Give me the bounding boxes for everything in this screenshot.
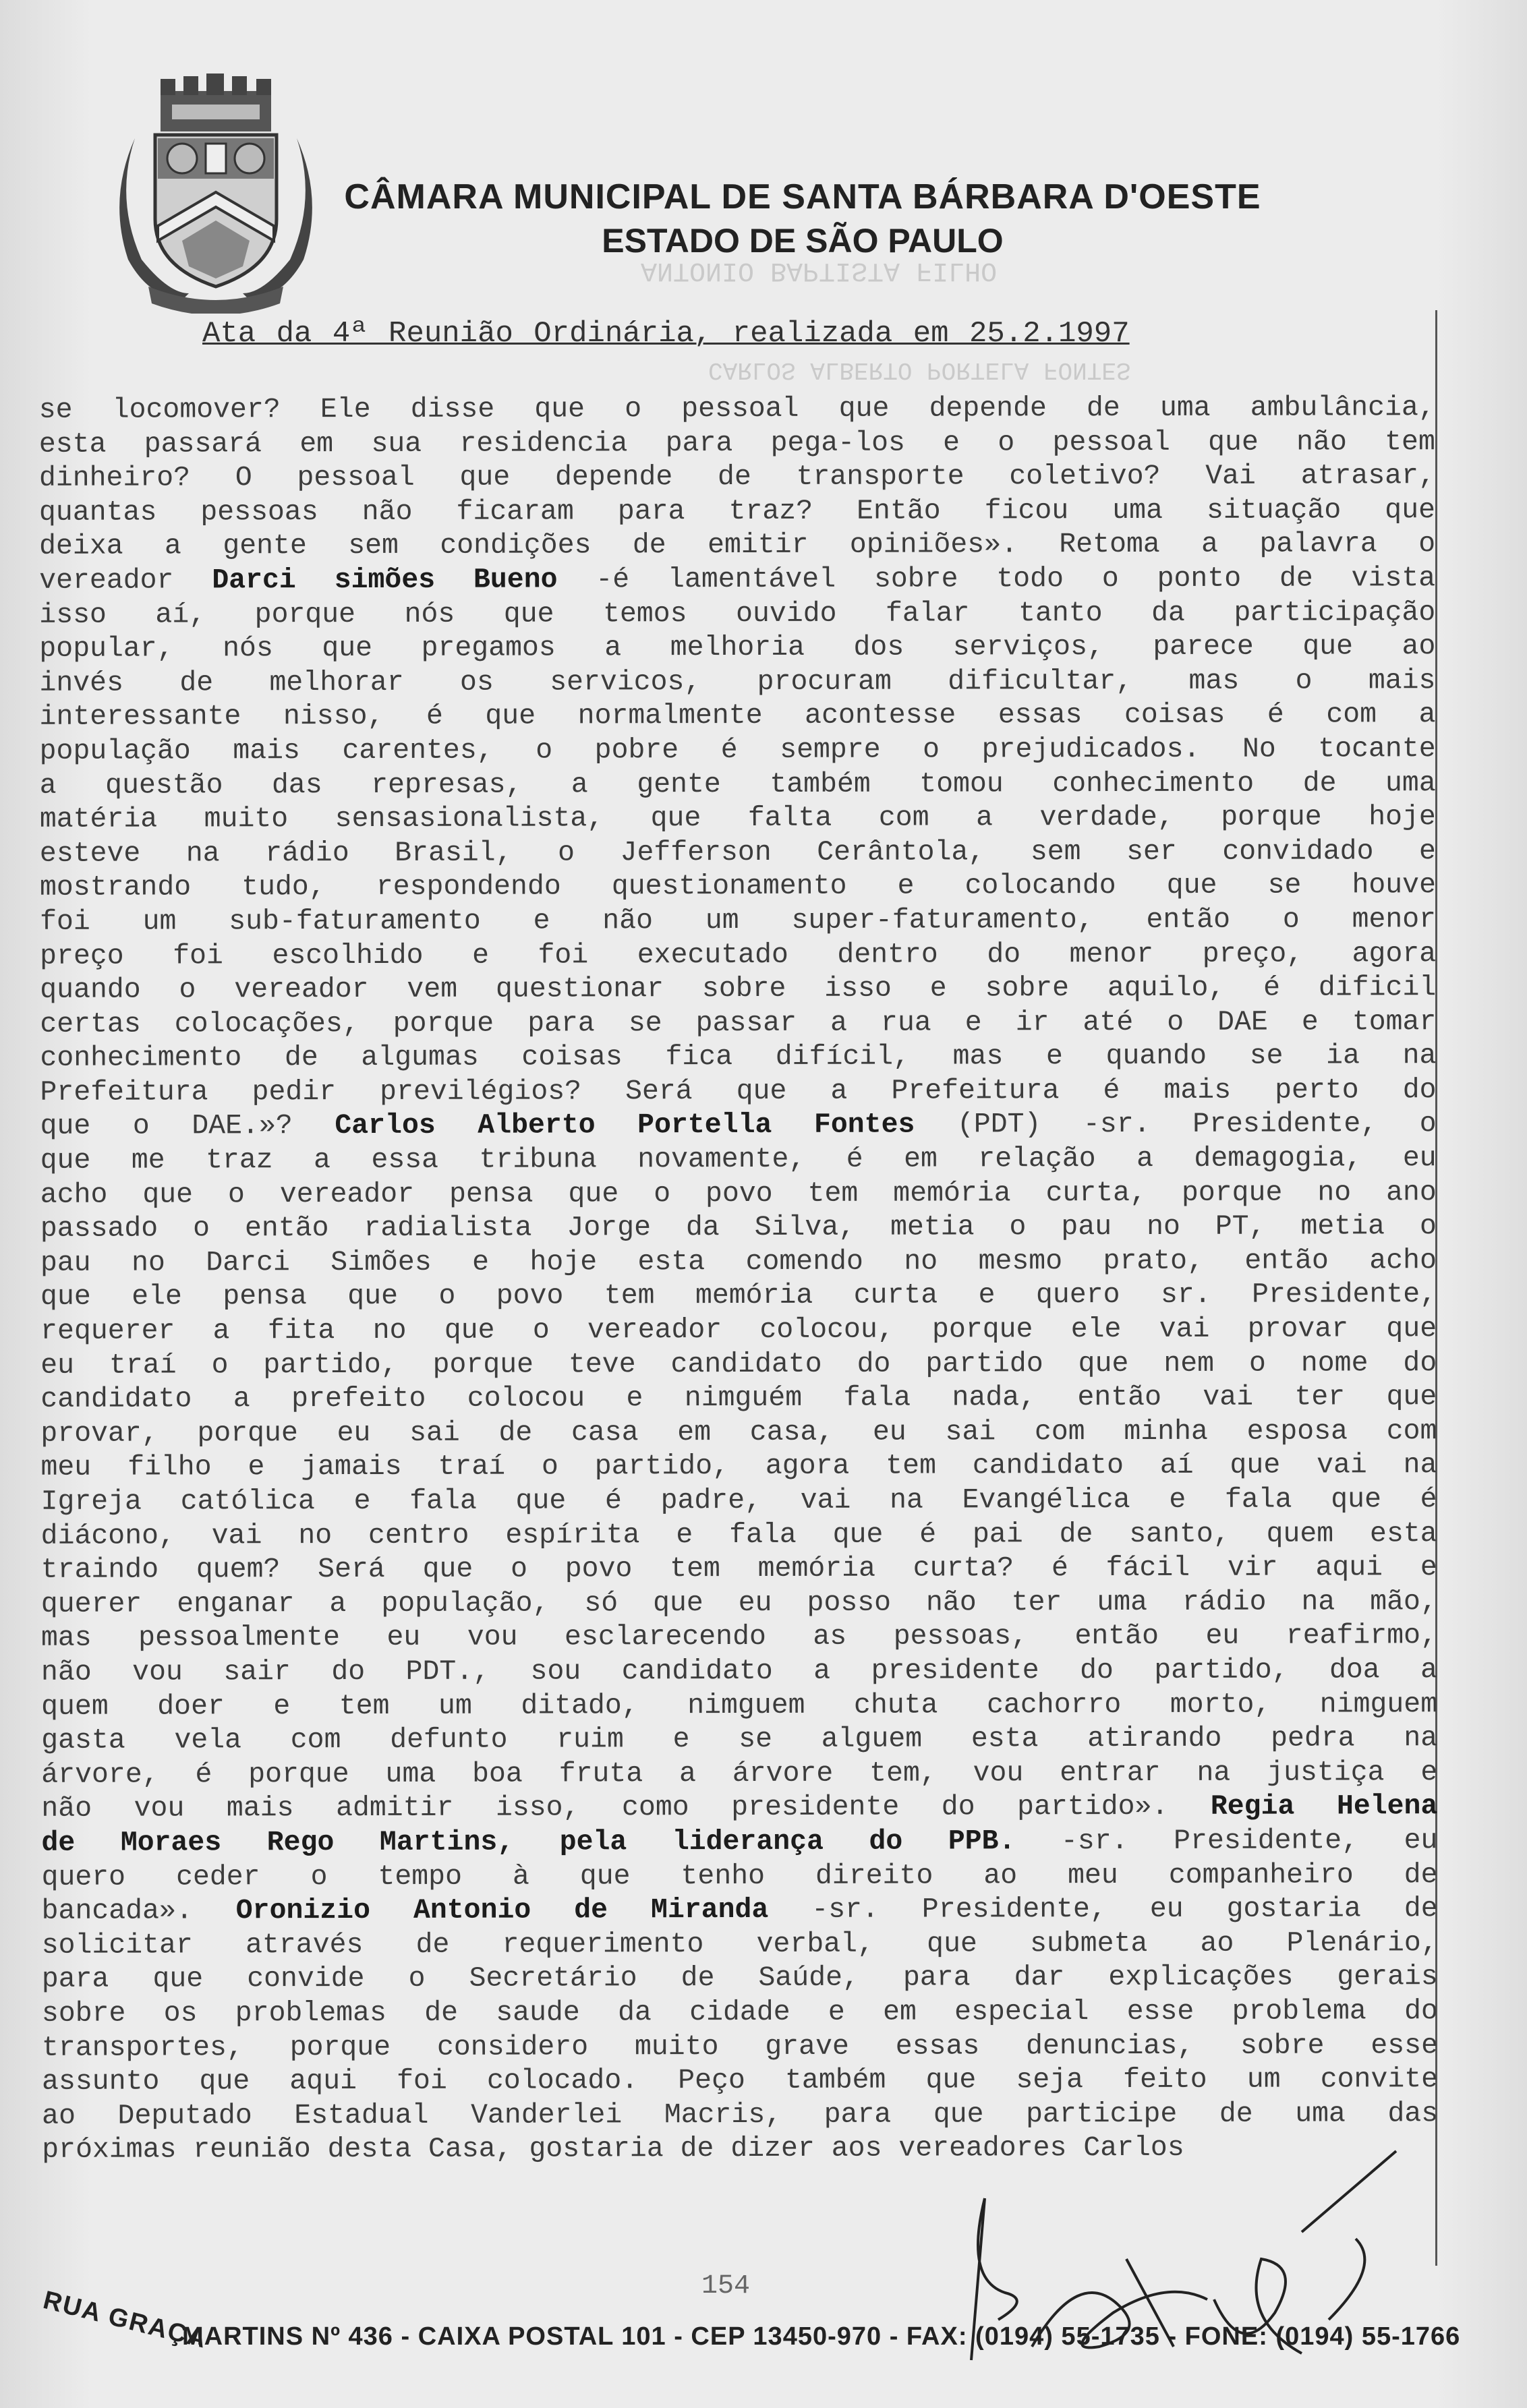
minutes-line bbox=[39, 391, 1435, 428]
line-segment: deixa a gente sem condições de emitir opiniões». Retoma a palavra o bbox=[39, 528, 1436, 563]
minutes-line bbox=[41, 1483, 1437, 1519]
line-segment: não vou mais admitir isso, como presidente do partido». bbox=[41, 1791, 1211, 1825]
minutes-line bbox=[40, 1074, 1436, 1110]
minutes-line bbox=[39, 425, 1435, 462]
line-segment: solicitar através de requerimento verbal, que submeta ao Plenário, bbox=[41, 1927, 1438, 1962]
line-segment: isso aí, porque nós que temos ouvido falar tanto da participação bbox=[39, 596, 1436, 631]
footer-contact: MARTINS Nº 436 - CAIXA POSTAL 101 - CEP 13450-970 - FAX: (0194) 55-1735 - FONE: (0194) 55-1766 bbox=[182, 2322, 1461, 2351]
minutes-line bbox=[40, 869, 1436, 906]
minutes-line bbox=[42, 2063, 1438, 2099]
line-segment: quero ceder o tempo à que tenho direito ao meu companheiro de bbox=[41, 1858, 1438, 1893]
minutes-line bbox=[41, 1620, 1437, 1656]
minutes-line bbox=[40, 971, 1436, 1007]
line-segment: esta passará em sua residencia para pega-los e o pessoal que não tem bbox=[38, 425, 1435, 461]
minutes-line bbox=[42, 2097, 1438, 2134]
line-segment: população mais carentes, o pobre é sempre o prejudicados. No tocante bbox=[39, 733, 1436, 767]
minutes-line bbox=[41, 1517, 1437, 1554]
line-segment: -sr. Presidente, eu bbox=[1015, 1825, 1438, 1858]
minutes-line bbox=[40, 1039, 1436, 1076]
line-segment: esteve na rádio Brasil, o Jefferson Cerântola, sem ser convidado e bbox=[39, 835, 1436, 870]
line-segment: sobre os problemas de saude da cidade e em especial esse problema do bbox=[41, 1995, 1438, 2030]
minutes-line bbox=[40, 1210, 1437, 1246]
minutes-line bbox=[40, 1005, 1436, 1042]
minutes-line bbox=[41, 1824, 1437, 1860]
line-segment: invés de melhorar os servicos, procuram dificultar, mas o mais bbox=[39, 664, 1436, 699]
line-segment: -sr. Presidente, eu gostaria de bbox=[768, 1893, 1438, 1927]
bleed-through-text-2: CARLOS ALBERTO PORTELA FONTES bbox=[708, 356, 1131, 384]
minutes-line bbox=[40, 1380, 1437, 1417]
line-segment: pau no Darci Simões e hoje esta comendo no mesmo prato, então acho bbox=[40, 1245, 1437, 1279]
coat-of-arms-emblem bbox=[108, 64, 324, 314]
minutes-line bbox=[41, 1551, 1437, 1587]
minutes-line bbox=[39, 664, 1435, 701]
minutes-line bbox=[42, 1858, 1438, 1895]
line-segment: acho que o vereador pensa que o povo tem memória curta, porque no ano bbox=[40, 1176, 1437, 1211]
line-segment: matéria muito sensasionalista, que falta com a verdade, porque hoje bbox=[39, 801, 1436, 835]
page-number: 154 bbox=[701, 2271, 751, 2301]
line-segment: a questão das represas, a gente também tomou conhecimento de uma bbox=[39, 767, 1436, 802]
minutes-line bbox=[40, 1312, 1437, 1349]
line-segment: Prefeitura pedir previlégios? Será que a Prefeitura é mais perto do bbox=[40, 1074, 1437, 1109]
speaker-name: Regia Helena bbox=[1210, 1790, 1438, 1823]
minutes-line bbox=[41, 1585, 1437, 1622]
institution-header bbox=[310, 177, 1295, 260]
minutes-line bbox=[42, 1892, 1438, 1929]
minutes-line bbox=[40, 937, 1436, 974]
line-segment: interessante nisso, é que normalmente acontesse essas coisas é com a bbox=[39, 699, 1436, 734]
footer-street: RUA GRAÇA bbox=[40, 2286, 210, 2354]
line-segment: meu filho e jamais traí o partido, agora tem candidato aí que vai na bbox=[40, 1449, 1437, 1484]
line-segment: popular, nós que pregamos a melhoria dos serviços, parece que ao bbox=[39, 630, 1436, 665]
line-segment: -é lamentável sobre todo o ponto de vista bbox=[557, 562, 1436, 596]
line-segment: provar, porque eu sai de casa em casa, eu sai com minha esposa com bbox=[40, 1415, 1437, 1450]
line-segment: preço foi escolhido e foi executado dentro do menor preço, agora bbox=[40, 937, 1437, 972]
minutes-line bbox=[40, 1176, 1437, 1212]
line-segment: bancada». bbox=[41, 1895, 236, 1927]
minutes-line bbox=[39, 630, 1435, 666]
minutes-line bbox=[41, 1688, 1437, 1724]
line-segment: passado o então radialista Jorge da Silva, metia o pau no PT, metia o bbox=[40, 1210, 1437, 1245]
minutes-line bbox=[39, 596, 1435, 633]
minutes-line bbox=[40, 1279, 1437, 1315]
line-segment: quantas pessoas não ficaram para traz? Então ficou uma situação que bbox=[38, 494, 1436, 529]
state-name: ESTADO DE SÃO PAULO bbox=[602, 222, 1004, 260]
line-segment: traindo quem? Será que o povo tem memória curta? é fácil vir aqui e bbox=[40, 1552, 1437, 1586]
speaker-name: de Moraes Rego Martins, pela liderança do PPB. bbox=[41, 1825, 1016, 1859]
line-segment: eu traí o partido, porque teve candidato do partido que nem o nome do bbox=[40, 1347, 1437, 1382]
minutes-line bbox=[40, 1142, 1437, 1178]
line-segment: conhecimento de algumas coisas fica difícil, mas e quando se ia na bbox=[40, 1040, 1437, 1075]
line-segment: árvore, é porque uma boa fruta a árvore tem, vou entrar na justiça e bbox=[41, 1756, 1438, 1791]
line-segment: assunto que aqui foi colocado. Peço também que seja feito um convite bbox=[42, 2063, 1439, 2098]
minutes-line bbox=[39, 459, 1435, 496]
line-segment: mas pessoalmente eu vou esclarecendo as pessoas, então eu reafirmo, bbox=[40, 1620, 1437, 1655]
minutes-line bbox=[40, 699, 1436, 735]
line-segment: transportes, porque considero muito grave essas denuncias, sobre esse bbox=[41, 2029, 1439, 2064]
minutes-line bbox=[40, 732, 1436, 769]
line-segment: dinheiro? O pessoal que depende de transporte coletivo? Vai atrasar, bbox=[38, 460, 1435, 494]
speaker-name: Darci simões Bueno bbox=[212, 564, 558, 597]
line-segment: quando o vereador vem questionar sobre isso e sobre aquilo, é dificil bbox=[40, 972, 1437, 1006]
speaker-name: Oronizio Antonio de Miranda bbox=[235, 1894, 769, 1927]
line-segment: querer enganar a população, só que eu posso não ter uma rádio na mão, bbox=[40, 1585, 1437, 1620]
minutes-line bbox=[40, 1108, 1437, 1144]
minutes-line bbox=[42, 1961, 1438, 1997]
minutes-line bbox=[40, 1347, 1437, 1383]
line-segment: foi um sub-faturamento e não um super-faturamento, então o menor bbox=[40, 904, 1437, 938]
minutes-line bbox=[39, 494, 1435, 530]
line-segment: requerer a fita no que o vereador colocou, porque ele vai provar que bbox=[40, 1313, 1437, 1347]
line-segment: Igreja católica e fala que é padre, vai na Evangélica e fala que é bbox=[40, 1484, 1437, 1518]
line-segment: próximas reunião desta Casa, gostaria de dizer aos vereadores Carlos bbox=[42, 2132, 1184, 2167]
minutes-line bbox=[42, 1995, 1438, 2031]
footer-address bbox=[40, 2286, 1504, 2367]
line-segment: que me traz a essa tribuna novamente, é em relação a demagogia, eu bbox=[40, 1142, 1437, 1177]
minutes-line bbox=[40, 767, 1436, 803]
minutes-line bbox=[40, 903, 1436, 939]
minutes-line bbox=[40, 1415, 1437, 1451]
institution-name: CÂMARA MUNICIPAL DE SANTA BÁRBARA D'OESTE bbox=[344, 177, 1261, 216]
minutes-line bbox=[41, 1722, 1437, 1758]
line-segment: certas colocações, porque para se passar a rua e ir até o DAE e tomar bbox=[40, 1005, 1437, 1040]
bleed-through-text-1: ANTONIO BAPTISTA FILHO bbox=[641, 255, 998, 285]
minutes-line bbox=[41, 1756, 1437, 1792]
line-segment: (PDT) -sr. Presidente, o bbox=[915, 1108, 1437, 1142]
line-segment: candidato a prefeito colocou e nimguém fala nada, então vai ter que bbox=[40, 1381, 1437, 1416]
minutes-line bbox=[40, 1449, 1437, 1486]
minutes-line bbox=[39, 528, 1435, 564]
minutes-line bbox=[40, 1244, 1437, 1281]
line-segment: que ele pensa que o povo tem memória curta e quero sr. Presidente, bbox=[40, 1279, 1437, 1314]
line-segment: se locomover? Ele disse que o pessoal que depende de uma ambulância, bbox=[38, 392, 1435, 426]
minutes-line bbox=[42, 1927, 1438, 1963]
minutes-line bbox=[41, 1790, 1437, 1827]
line-segment: diácono, vai no centro espírita e fala que é pai de santo, quem esta bbox=[40, 1517, 1437, 1552]
minutes-line bbox=[40, 835, 1436, 871]
line-segment: quem doer e tem um ditado, nimguem chuta cachorro morto, nimguem bbox=[41, 1688, 1438, 1723]
line-segment: ao Deputado Estadual Vanderlei Macris, para que participe de uma das bbox=[42, 2097, 1439, 2132]
minutes-line bbox=[40, 800, 1436, 837]
speaker-name: Carlos Alberto Portella Fontes bbox=[335, 1109, 915, 1142]
minutes-line bbox=[39, 562, 1435, 598]
line-segment: para que convide o Secretário de Saúde, para dar explicações gerais bbox=[41, 1961, 1438, 1996]
minutes-body bbox=[39, 391, 1439, 2167]
line-segment: que o DAE.»? bbox=[40, 1110, 335, 1143]
line-segment: vereador bbox=[39, 564, 212, 597]
line-segment: não vou sair do PDT., sou candidato a presidente do partido, doa a bbox=[40, 1654, 1438, 1688]
minutes-line bbox=[41, 1653, 1437, 1690]
minutes-title: Ata da 4ª Reunião Ordinária, realizada em 25.2.1997 bbox=[202, 317, 1130, 351]
line-segment: mostrando tudo, respondendo questionamento e colocando que se houve bbox=[39, 869, 1437, 904]
minutes-line bbox=[42, 2029, 1438, 2065]
line-segment: gasta vela com defunto ruim e se alguem esta atirando pedra na bbox=[41, 1722, 1438, 1757]
